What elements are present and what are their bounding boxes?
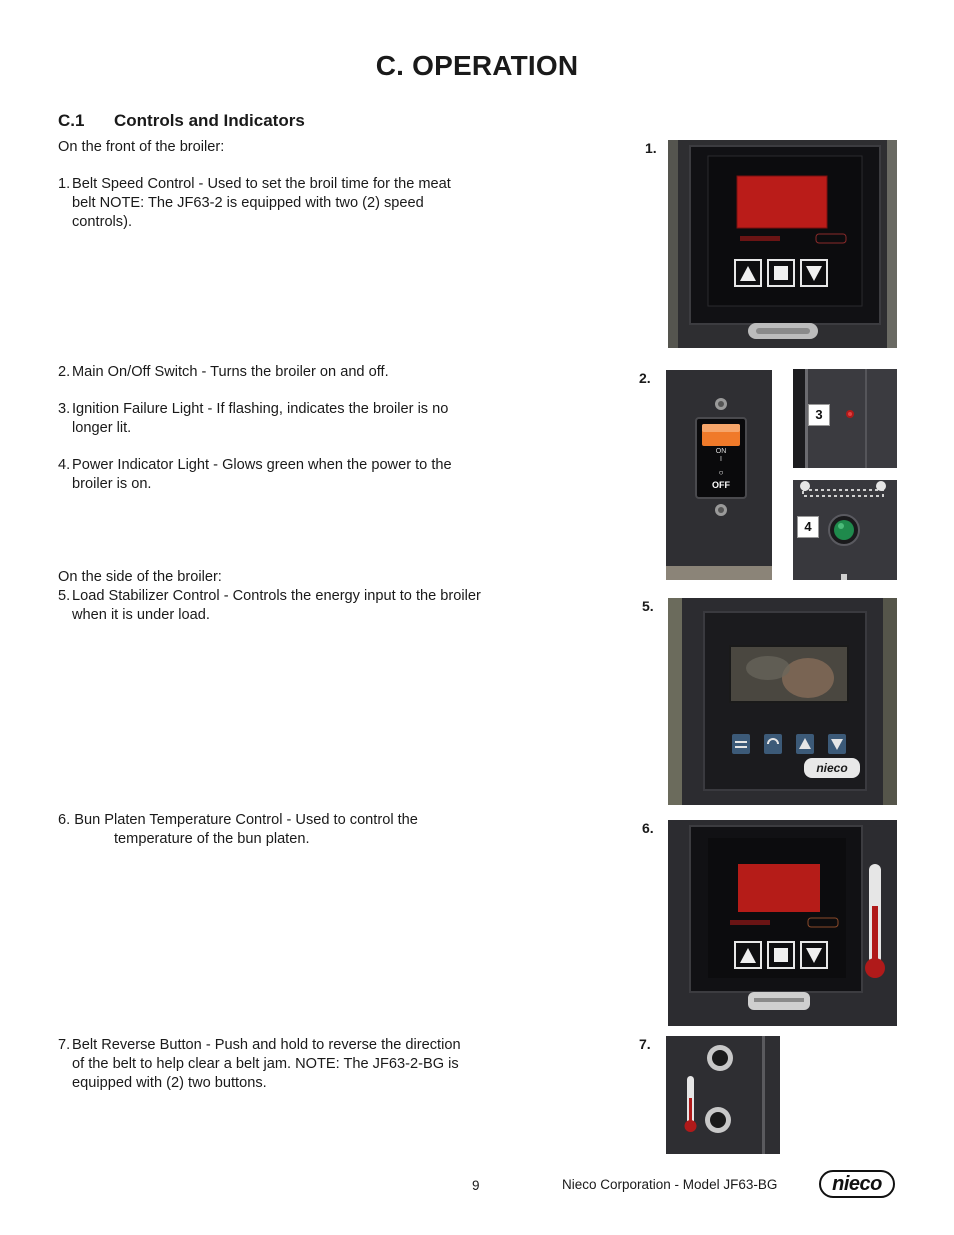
item-5-number: 5. <box>58 588 71 604</box>
photo-label-5: 5. <box>642 598 654 614</box>
photo-power-indicator-light <box>793 480 897 580</box>
callout-3: 3 <box>808 404 830 426</box>
item-6-text-line1: Bun Platen Temperature Control - Used to control the <box>74 812 418 828</box>
section-number: C.1 <box>58 111 85 130</box>
item-6-number: 6. <box>58 812 75 828</box>
item-3-number: 3. <box>58 401 71 417</box>
photo-label-2: 2. <box>639 370 651 386</box>
item-3 <box>58 400 472 438</box>
load-stabilizer-illustration <box>668 598 897 805</box>
photo-load-stabilizer-control <box>668 598 897 805</box>
footer-text: Nieco Corporation - Model JF63-BG <box>562 1177 778 1192</box>
photo-label-1: 1. <box>645 140 657 156</box>
item-1-text: Belt Speed Control - Used to set the broil time for the meat belt NOTE: The JF63-2 is equipped with two (2) speed controls). <box>72 176 451 230</box>
nieco-logo <box>819 1170 895 1198</box>
switch-off-label: OFF <box>712 480 730 490</box>
page-number: 9 <box>472 1178 480 1193</box>
switch-on-symbol: I <box>720 456 722 463</box>
belt-reverse-button-illustration <box>666 1036 780 1154</box>
item-6 <box>58 811 478 849</box>
item-7-number: 7. <box>58 1037 71 1053</box>
item-2-text: Main On/Off Switch - Turns the broiler on and off. <box>72 364 389 380</box>
item-1-number: 1. <box>58 176 71 192</box>
photo-label-6: 6. <box>642 820 654 836</box>
nieco-logo-text: nieco <box>832 1173 882 1195</box>
photo-belt-reverse-button <box>666 1036 780 1154</box>
item-3-text: Ignition Failure Light - If flashing, indicates the broiler is no longer lit. <box>72 401 449 436</box>
bun-platen-control-illustration <box>668 820 897 1026</box>
photo-belt-speed-control <box>668 140 897 348</box>
item-7 <box>58 1036 464 1093</box>
photo-main-switch <box>666 370 772 580</box>
section-title: Controls and Indicators <box>114 111 305 130</box>
side-intro: On the side of the broiler: <box>58 569 222 585</box>
item-2-number: 2. <box>58 364 71 380</box>
item-6-text-line2: temperature of the bun platen. <box>114 831 310 847</box>
item-5 <box>58 587 482 625</box>
off-symbol-icon: ○ <box>718 468 724 477</box>
item-4-number: 4. <box>58 457 71 473</box>
item-4-text: Power Indicator Light - Glows green when the power to the broiler is on. <box>72 457 452 492</box>
callout-4: 4 <box>797 516 819 538</box>
front-intro: On the front of the broiler: <box>58 139 225 155</box>
page-title: C. OPERATION <box>375 50 579 81</box>
item-7-text: Belt Reverse Button - Push and hold to reverse the direction of the belt to help clear a belt jam. NOTE: The JF63-2-BG is equipped with (2) two buttons. <box>72 1037 461 1091</box>
item-5-text: Load Stabilizer Control - Controls the energy input to the broiler when it is under load. <box>72 588 481 623</box>
nieco-badge: nieco <box>816 761 848 775</box>
belt-speed-control-illustration <box>668 140 897 348</box>
item-2 <box>58 363 472 382</box>
item-4 <box>58 456 472 494</box>
photo-ignition-failure-light <box>793 369 897 468</box>
item-1 <box>58 175 472 232</box>
photo-label-7: 7. <box>639 1036 651 1052</box>
photo-bun-platen-temperature-control <box>668 820 897 1026</box>
switch-on-label: ON <box>715 448 727 455</box>
